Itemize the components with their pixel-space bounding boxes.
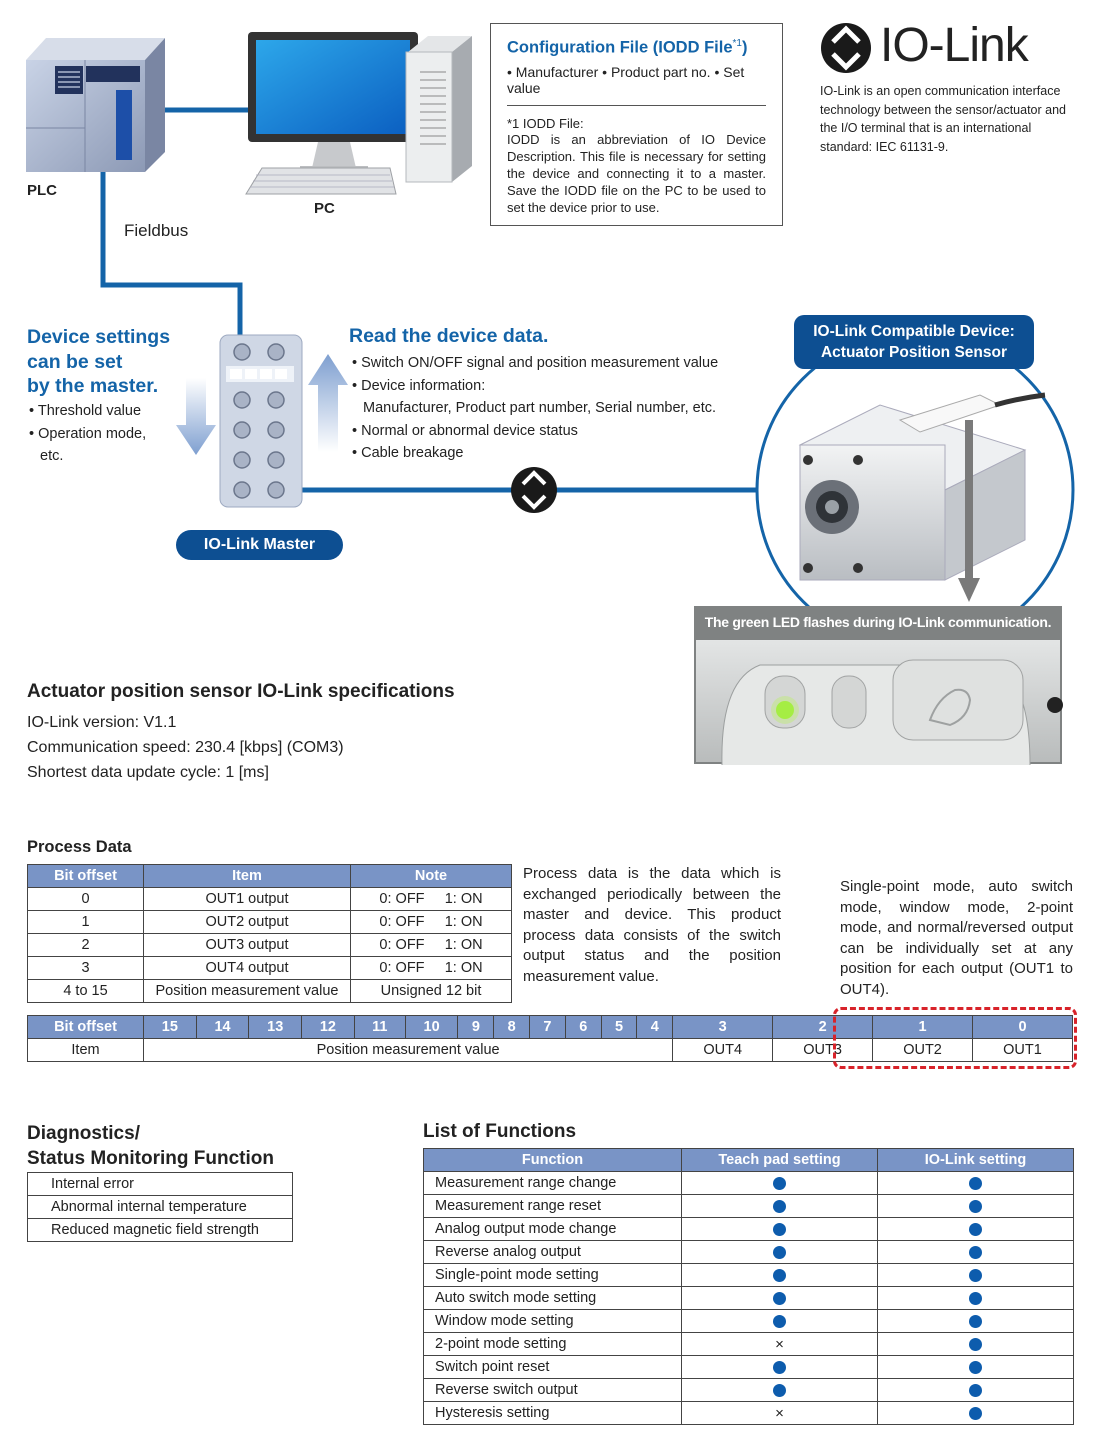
plc-icon [26, 38, 165, 172]
not-supported-icon: × [775, 1404, 784, 1422]
table-row: Item Position measurement value OUT4 OUT3 OUT2 OUT1 [28, 1039, 1073, 1062]
divider [507, 105, 766, 106]
spec-line: IO-Link version: V1.1 [27, 714, 177, 731]
list-item: etc. [40, 448, 64, 464]
table-row: 0 OUT1 output 0: OFF 1: ON [28, 888, 512, 911]
pc-label: PC [314, 200, 335, 217]
iolink-master-icon [220, 335, 302, 507]
bit-offset-table: Bit offset 15 14 13 12 11 10 9 8 7 6 5 4 3 2 1 0 Item Position measurement value OUT4 OUT3 OUT2 OUT1 [27, 1015, 1073, 1062]
out-highlight [833, 1007, 1077, 1069]
supported-dot-icon [969, 1292, 982, 1305]
supported-dot-icon [773, 1315, 786, 1328]
table-row: Window mode setting [424, 1310, 1074, 1333]
iolink-symbol-icon [511, 467, 557, 513]
table-row: Internal error [28, 1173, 293, 1196]
table-row: Auto switch mode setting [424, 1287, 1074, 1310]
table-row: Single-point mode setting [424, 1264, 1074, 1287]
diagnostics-table [27, 1172, 293, 1242]
list-item: • Device information: [352, 375, 718, 398]
specs-title: Actuator position sensor IO-Link specifications [27, 681, 455, 702]
plc-label: PLC [27, 182, 57, 199]
supported-dot-icon [773, 1223, 786, 1236]
supported-dot-icon [969, 1223, 982, 1236]
table-row: Measurement range change [424, 1172, 1074, 1195]
bit-header: Bit offset [28, 1016, 144, 1039]
down-arrow-icon [176, 378, 216, 455]
table-row: 2 OUT3 output 0: OFF 1: ON [28, 934, 512, 957]
supported-dot-icon [773, 1292, 786, 1305]
process-data-description: Process data is the data which is exchanged periodically between the master and device. This product process data consists of the switch output status and the position measurement value. [523, 865, 781, 985]
iodd-footnote-text: IODD is an abbreviation of IO Device Description. This file is necessary for setting the device and connecting it to a master. Save the IODD file on the PC to be used to set the device prior to use. [507, 131, 766, 215]
table-row: 2-point mode setting × [424, 1333, 1074, 1356]
spec-line: Communication speed: 230.4 [kbps] (COM3) [27, 739, 344, 756]
functions-table [423, 1148, 1074, 1425]
up-arrow-icon [308, 354, 348, 452]
supported-dot-icon [773, 1177, 786, 1190]
fieldbus-label: Fieldbus [124, 221, 189, 240]
read-data-list [352, 352, 718, 465]
table-row: Reverse switch output [424, 1379, 1074, 1402]
supported-dot-icon [969, 1361, 982, 1374]
table-row: Hysteresis setting × [424, 1402, 1074, 1425]
table-row: Reverse analog output [424, 1241, 1074, 1264]
pc-icon [246, 32, 472, 194]
table-row: Analog output mode change [424, 1218, 1074, 1241]
supported-dot-icon [969, 1246, 982, 1259]
table-row: Abnormal internal temperature [28, 1196, 293, 1219]
iolink-description: IO-Link is an open communication interface technology between the sensor/actuator and the I/O terminal that is an international standard: IEC 61131-9. [820, 84, 1067, 154]
device-label: IO-Link Compatible Device: Actuator Position Sensor [794, 315, 1034, 369]
supported-dot-icon [969, 1269, 982, 1282]
supported-dot-icon [969, 1384, 982, 1397]
col-header: Function [424, 1149, 682, 1172]
table-row: 1 OUT2 output 0: OFF 1: ON [28, 911, 512, 934]
supported-dot-icon [773, 1246, 786, 1259]
spec-line: Shortest data update cycle: 1 [ms] [27, 764, 269, 781]
supported-dot-icon [969, 1338, 982, 1351]
iolink-master-label: IO-Link Master [176, 530, 343, 560]
process-data-table [27, 864, 512, 1003]
list-item: • Cable breakage [352, 442, 718, 465]
supported-dot-icon [773, 1384, 786, 1397]
iodd-footnote-label: *1 IODD File: [507, 115, 584, 131]
table-row: 3 OUT4 output 0: OFF 1: ON [28, 957, 512, 980]
supported-dot-icon [773, 1269, 786, 1282]
col-header: Item [144, 865, 351, 888]
device-settings-heading: Device settings can be set by the master. [27, 326, 171, 397]
supported-dot-icon [969, 1315, 982, 1328]
table-row: 4 to 15 Position measurement value Unsigned 12 bit [28, 980, 512, 1003]
supported-dot-icon [773, 1200, 786, 1213]
list-item: • Operation mode, [29, 423, 146, 446]
iolink-logo [820, 19, 1080, 78]
list-item: • Threshold value [29, 400, 146, 423]
supported-dot-icon [969, 1177, 982, 1190]
device-settings-list [29, 400, 146, 468]
col-header: Bit offset [28, 865, 144, 888]
iodd-info-box [490, 23, 783, 226]
mode-note: Single-point mode, auto switch mode, window mode, 2-point mode, and normal/reversed output can be individually set at any position for each output (OUT1 to OUT4). [840, 878, 1073, 998]
col-header: Note [351, 865, 512, 888]
led-caption: The green LED flashes during IO-Link communication. [704, 614, 1052, 630]
logo-text: IO-Link [880, 19, 1028, 72]
supported-dot-icon [773, 1361, 786, 1374]
table-row: Measurement range reset [424, 1195, 1074, 1218]
list-item: Manufacturer, Product part number, Serial number, etc. [363, 400, 717, 416]
iodd-items: • Manufacturer • Product part no. • Set value [507, 63, 745, 96]
supported-dot-icon [969, 1200, 982, 1213]
iodd-title: Configuration File (IODD File$^{*1}$) [507, 38, 748, 57]
list-item: • Normal or abnormal device status [352, 420, 718, 443]
col-header: IO-Link setting [878, 1149, 1074, 1172]
iolink-logo-icon [820, 22, 880, 78]
supported-dot-icon [969, 1407, 982, 1420]
specs-list [27, 710, 344, 785]
diagnostics-title: Diagnostics/ Status Monitoring Function [27, 1123, 274, 1169]
col-header: Teach pad setting [682, 1149, 878, 1172]
list-item: • Switch ON/OFF signal and position measurement value [352, 352, 718, 375]
not-supported-icon: × [775, 1335, 784, 1353]
functions-title: List of Functions [423, 1121, 577, 1142]
read-data-heading: Read the device data. [349, 325, 549, 347]
table-row: Switch point reset [424, 1356, 1074, 1379]
led-panel-photo [722, 660, 1063, 765]
table-row: Reduced magnetic field strength [28, 1219, 293, 1242]
process-data-title: Process Data [27, 838, 132, 856]
